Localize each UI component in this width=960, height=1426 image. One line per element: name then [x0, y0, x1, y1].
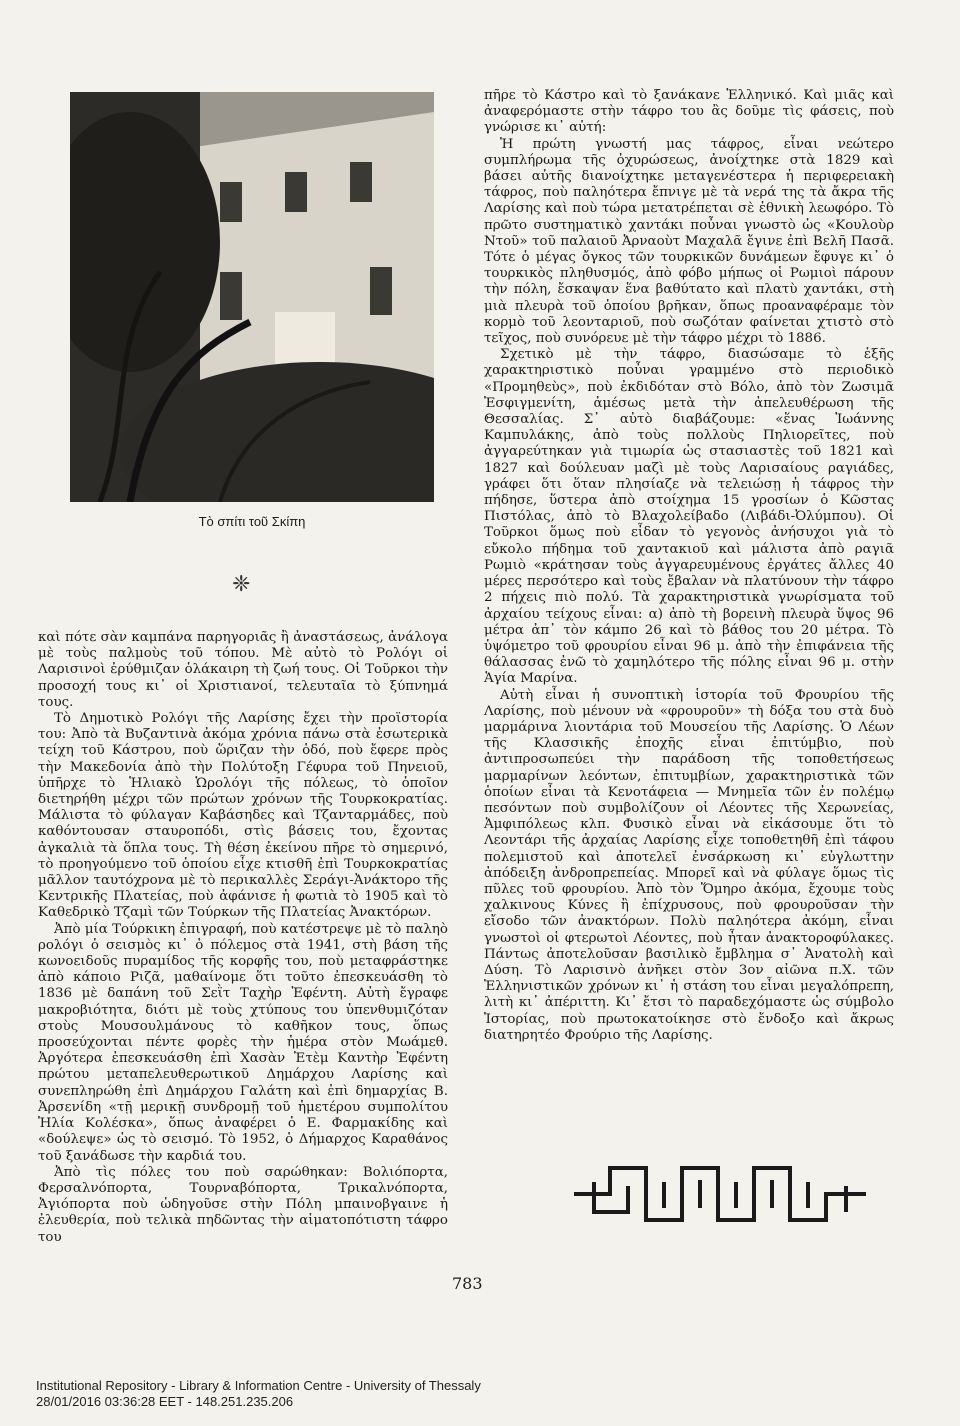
repository-footer — [36, 1378, 481, 1410]
paragraph: Ἀπὸ τὶς πόλες του ποὺ σαρώθηκαν: Βολιόπορτα, Φερσαλνόπορτα, Τουρναβόπορτα, Τρικαλνόπορτα, Ἀγιόπορτα ποὺ ὡδηγοῦσε στὴν Πόλη μπαινοβγαινε ἡ ἐλευθερία, ποὺ τελικὰ πηδῶντας τὴν αἱματοπότιστη τάφρο του — [38, 1164, 448, 1245]
footer-line: Institutional Repository - Library & Information Centre - University of Thessaly — [36, 1378, 481, 1393]
left-column — [38, 630, 448, 1246]
right-column — [484, 88, 894, 1044]
ornament-icon: ❈ — [232, 572, 251, 597]
house-photo — [70, 92, 434, 502]
page-number: 783 — [452, 1274, 483, 1293]
paragraph: πῆρε τὸ Κάστρο καὶ τὸ ξανάκανε Ἑλληνικό. Καὶ μιᾶς καὶ ἀναφερόμαστε στὴν τάφρο του ἂς δοῦμε τὶς φάσεις, ποὺ γνώρισε κι᾽ αὐτή: — [484, 88, 894, 136]
paragraph: Αὐτὴ εἶναι ἡ συνοπτικὴ ἱστορία τοῦ Φρουρίου τῆς Λαρίσης, ποὺ μένουν νὰ «φρουροῦν» τὴ δόξα του στὰ δυὸ μαρμάρινα λιοντάρια τοῦ Μουσείου τῆς Λαρίσης. Ὁ Λέων τῆς Κλασσικῆς ἐποχῆς εἶναι ἐπιτύμβιο, ποὺ ἀντιπροσωπεύει τὴν παράδοση τῆς τοποθετήσεως μαρμαρίνων λεόντων, ἐπιτυμβίων, χαρακτηριστικὰ τῶν ὁποίων εἶναι τὰ Κενοτάφεια — Μνημεῖα τῶν ἐν πολέμῳ πεσόντων ποὺ συμβολίζουν οἱ Λέοντες τῆς Χερωνείας, Ἀμφιπόλεως κλπ. Φυσικὸ εἶναι νὰ εἰκάσουμε ὅτι τὸ Λεοντάρι τῆς ἀρχαίας Λαρίσης εἶχε τοποθετηθῆ ἐπὶ τάφου πολεμιστοῦ καὶ ἀποτελεῖ ἐνσάρκωση κι᾽ εὐγλωττην ἀπόδειξη ἀνδροπρεπείας. Μπορεῖ καὶ νὰ φύλαγε ὅμως τὶς πῦλες τοῦ φρουρίου. Ἀπὸ τὸν Ὅμηρο ἀκόμα, ἔχουμε τοὺς χαλκινους Κύνες ἢ ἐπίχρυσους, ποὺ φρουροῦσαν τὴν εἴσοδο τῶν ἀνακτόρων. Πολὺ παληότερα ἀκόμη, εἶναι γνωστοὶ οἱ φτερωτοὶ Λέοντες, ποὺ ἦταν ἀνακτοροφύλακες. Πάντως ἀποτελοῦσαν βασιλικὸ ἔμβλημα σ᾽ Ἀνατολὴ καὶ Δύση. Τὸ Λαρισινὸ ἀνῆκει στὸν 3ον αἰῶνα π.Χ. τῶν Ἑλληνιστικῶν χρόνων κι᾽ ἡ στάση του εἶναι μεγαλόπρεπη, λιτὴ κι᾽ ἀπέριττη. Κι᾽ ἔτσι τὸ παραδεχόμαστε ὡς σύμβολο Ἱστορίας, ποὺ πρωτοκατοίκησε στὸ ἔνδοξο καὶ ἄκρως διατηρητέο Φρούριο τῆς Λαρίσης. — [484, 687, 894, 1043]
paragraph: Σχετικὸ μὲ τὴν τάφρο, διασώσαμε τὸ ἑξῆς χαρακτηριστικὸ ποὖναι γραμμένο στὸ περιοδικὸ «Προμηθεὺς», ποὺ ἐκδιδόταν στὸ Βόλο, ἀπὸ τὸν Ζωσιμᾶ Ἐσφιγμενίτη, ἀμέσως μετὰ τὴν ἀπελευθέρωση τῆς Θεσσαλίας. Σ᾽ αὐτὸ διαβάζουμε: «ἕνας Ἰωάννης Καμπυλάκης, ἀπὸ τοὺς πολλοὺς Πηλιορεῖτες, ποὺ ἀγγαρεύτηκαν γιὰ τιμωρία ὡς στασιαστὲς τοῦ 1821 καὶ 1827 καὶ δούλευαν μαζὶ μὲ τοὺς Λαρισαίους ραγιάδες, γράφει ὅτι ὅταν πλησίαζε νὰ τελειώσῃ ἡ τάφρος τὴν πήδησε, ὕστερα ἀπὸ στοίχημα 15 γροσίων ὁ Κῶστας Πιστόλας, ἀπὸ τὸ Βλαχολείβαδο (Λιβάδι-Ὀλύμπου). Οἱ Τοῦρκοι ὅμως ποὺ εἶδαν τὸ γεγονὸς ἀνήσυχοι γιὰ τὸ εὔκολο πήδημα τοῦ χαντακιοῦ καὶ μάλιστα ἀπὸ ραγιᾶ Ρωμιὸ «κράτησαν τοὺς ἀγγαρευμένους ἐργάτες ἄλλες 40 μέρες περσότερο καὶ τοὺς ἔβαλαν νὰ πλατύνουν τὴν τάφρο 2 πήχεις πιὸ πολύ. Τὰ χαρακτηριστικὰ γνωρίσματα τοῦ ἀρχαίου τείχους εἶναι: α) ἀπὸ τὴ βορεινὴ πλευρὰ ὕψος 96 μέτρα ἀπ᾽ τὸν κάμπο 26 καὶ τὸ βάθος του 20 μέτρα. Τὸ ὑψόμετρο τοῦ φρουρίου εἶναι 96 μ. ἀπὸ τὴν ἐπιφάνεια τῆς θάλασσας ἐνῶ τὸ χαμηλότερο τῆς πόλης εἶναι 96 μ. στὴν Ἁγία Μαρίνα. — [484, 347, 894, 687]
paragraph: Τὸ Δημοτικὸ Ρολόγι τῆς Λαρίσης ἔχει τὴν προϊστορία του: Ἀπὸ τὰ Βυζαντινὰ ἀκόμα χρόνια πάνω στὰ ἐσωτερικὰ τείχη τοῦ Κάστρου, ποὺ ὥριζαν τὴν ὁδό, ποὺ ἔφερε πρὸς τὴν Μακεδονία ἀπὸ τὴν Πολύτοξη Γέφυρα τοῦ Πηνειοῦ, ὑπῆρχε τὸ Ἡλιακὸ Ὡρολόγι τῆς πόλεως, τὸ ὁποῖον διετηρήθη μέχρι τῶν πρώτων χρόνων τῆς Τουρκοκρατίας. Μάλιστα τὸ φύλαγαν Καβάσηδες καὶ Τζανταρμάδες, ποὺ καθόντουσαν σταυροπόδι, στὶς βάσεις του, ἔχοντας ἀγκαλιὰ τὰ ὅπλα τους. Τὴ θέση ἐκείνου πῆρε τὸ σημερινό, τὸ προηγούμενο τοῦ ὁποίου εἶχε κτισθῆ ἐπὶ Τουρκοκρατίας μᾶλλον ταυτόχρονα μὲ τὸ περικαλλὲς Σεράγι-Ἀνάκτορο τῆς Κεντρικῆς Πλατείας, ποὺ ἀφάνισε ἡ φωτιὰ τὸ 1905 καὶ τὸ Καθεδρικὸ Τζαμὶ τῶν Τούρκων τῆς Πλατείας Ἀνακτόρων. — [38, 711, 448, 921]
paragraph: καὶ πότε σὰν καμπάνα παρηγοριᾶς ἢ ἀναστάσεως, ἀνάλογα μὲ τοὺς παλμοὺς τοῦ τόπου. Μὲ αὐτὸ τὸ Ρολόγι οἱ Λαρισινοὶ ἐρύθμιζαν ὁλάκαιρη τὴ ζωή τους. Οἱ Τοῦρκοι τὴν προσοχή τους κι᾽ οἱ Χριστιανοί, τελευταῖα τὸ ξύπνημά τους. — [38, 630, 448, 710]
paragraph: Ἀπὸ μία Τούρκικη ἐπιγραφή, ποὺ κατέστρεψε μὲ τὸ παληὸ ρολόγι ὁ σεισμὸς κι᾽ ὁ πόλεμος στὰ 1941, στὴ βάση τῆς κωνοειδοῦς πυραμίδος τῆς κορφῆς του, ποὺ μεταφράστηκε ἀπὸ κάποιο Ριζᾶ, μαθαίνομε ὅτι τοῦτο ἐπεσκευάσθη τὸ 1836 μὲ δαπάνη τοῦ Σεῒτ Ταχὴρ Ἐφέντη. Αὐτὴ ἔγραφε μακροβιότητα, διότι μὲ τοὺς χτύπους του ὑπενθυμιζόταν στοὺς Μουσουλμάνους τὸ καθῆκον τους, ὅπως προσεύχονται πέντε φορὲς τὴν ἡμέρα στὸν Μωάμεθ. Ἀργότερα ἐπεσκευάσθη ἐπὶ Χασὰν Ἐτὲμ Καντὴρ Ἐφέντη πρώτου μεταπελευθερωτικοῦ Δημάρχου Λαρίσης καὶ συνεπληρώθη ἐπὶ Δημάρχου Γαλάτη καὶ ἐπὶ δημαρχίας Β. Ἀρσενίδη «τῇ μερικῇ συνδρομῇ τοῦ ἡμετέρου συμπολίτου Ἠλία Κολέσκα», ὅπως ἀναφέρει ὁ Ε. Φαρμακίδης καὶ «δούλεψε» ὡς τὸ σεισμό. Τὸ 1952, ὁ Δήμαρχος Καραθάνος τοῦ ξανάδωσε τὴν καρδιά του. — [38, 921, 448, 1164]
paragraph: Ἡ πρώτη γνωστή μας τάφρος, εἶναι νεώτερο συμπλήρωμα τῆς ὀχυρώσεως, ἀνοίχτηκε στὰ 1829 καὶ βάσει αὐτῆς διανοίχτηκε μεταγενέστερα ἡ περιφερειακὴ τάφρος, ποὺ παληότερα ἔπνιγε μὲ τὰ νερά της τὰ ἄκρα τῆς Λαρίσης καὶ ποὺ τώρα μετατρέπεται σὲ ἐθνικὴ λεωφόρο. Τὸ πρῶτο συστηματικὸ χαντάκι ποὖναι γνωστὸ ὡς «Κουλοὺρ Ντοῦ» τοῦ παλαιοῦ Ἀρναοὺτ Μαχαλᾶ ἔγινε ἐπὶ Βελῆ Πασᾶ. Τότε ὁ μέγας ὄγκος τῶν τουρκικῶν δυνάμεων ἔφυγε κι᾽ ὁ τουρκικὸς πληθυσμός, ἀπὸ φόβο μήπως οἱ Ρωμιοὶ πάρουν τὴν πόλη, ἔσκαψαν ἕνα βαθύτατο καὶ πλατὺ χαντάκι, στὴ μιὰ πλευρὰ τοῦ ὁποίου βρῆκαν, ὅπως προαναφέραμε τὸν κορμὸ τοῦ λεονταριοῦ, ποὺ σωζόταν φαίνεται χτιστὸ στὸ τεῖχος, ποὺ συνόρευε μὲ τὴν τάφρο μέχρι τὸ 1886. — [484, 136, 894, 347]
photo-caption: Τὸ σπίτι τοῦ Σκίπη — [198, 514, 306, 529]
greek-key-ornament-icon — [570, 1156, 870, 1232]
house-photo-image — [70, 92, 434, 502]
footer-line: 28/01/2016 03:36:28 EET - 148.251.235.206 — [36, 1394, 294, 1409]
